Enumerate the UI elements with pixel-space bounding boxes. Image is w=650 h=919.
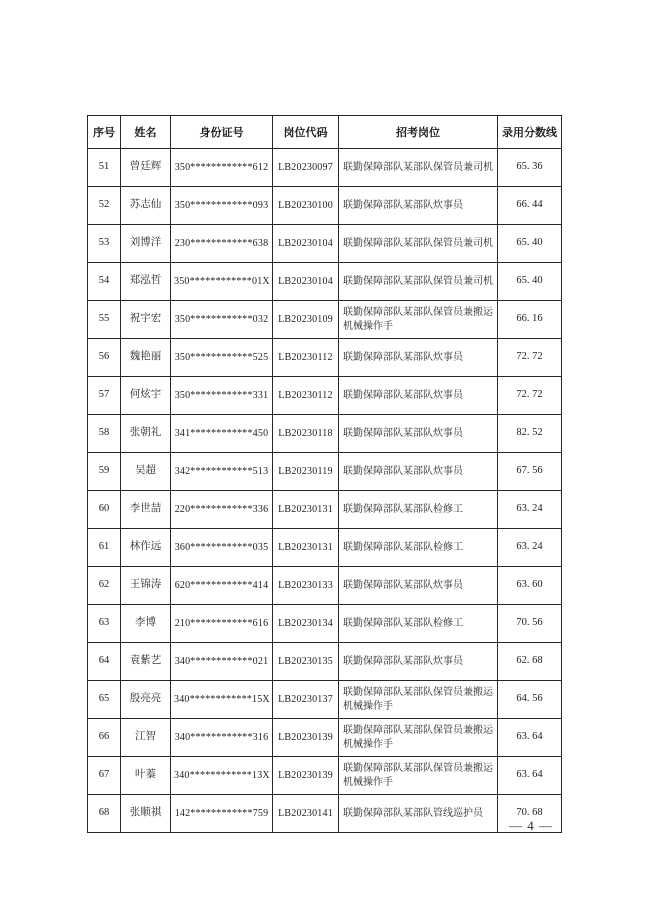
page-number: — 4 — (509, 818, 553, 833)
cell-serial-number: 65 (88, 681, 121, 719)
cell-admission-score: 65. 36 (498, 149, 562, 187)
table-row (88, 415, 562, 453)
cell-position-code: LB20230119 (273, 453, 339, 491)
score-table (87, 115, 562, 833)
cell-admission-score: 64. 56 (498, 681, 562, 719)
table-row (88, 301, 562, 339)
table-row (88, 643, 562, 681)
cell-serial-number: 59 (88, 453, 121, 491)
cell-position-code: LB20230137 (273, 681, 339, 719)
cell-name: 叶蓁 (121, 757, 171, 795)
cell-position-code: LB20230104 (273, 225, 339, 263)
cell-id-number: 350************093 (171, 187, 273, 225)
cell-id-number: 341************450 (171, 415, 273, 453)
cell-recruitment-position: 联勤保障部队某部队保管员兼搬运机械操作手 (339, 301, 498, 339)
cell-admission-score: 70. 56 (498, 605, 562, 643)
cell-serial-number: 56 (88, 339, 121, 377)
cell-position-code: LB20230131 (273, 491, 339, 529)
table-row (88, 491, 562, 529)
table-row (88, 529, 562, 567)
cell-admission-score: 70. 68 (498, 795, 562, 833)
cell-id-number: 350************01X (171, 263, 273, 301)
cell-serial-number: 68 (88, 795, 121, 833)
cell-serial-number: 62 (88, 567, 121, 605)
cell-position-code: LB20230104 (273, 263, 339, 301)
table-row (88, 339, 562, 377)
cell-admission-score: 66. 16 (498, 301, 562, 339)
table-header-row (88, 116, 562, 149)
cell-admission-score: 62. 68 (498, 643, 562, 681)
cell-admission-score: 65. 40 (498, 225, 562, 263)
cell-name: 李博 (121, 605, 171, 643)
cell-serial-number: 57 (88, 377, 121, 415)
cell-position-code: LB20230112 (273, 339, 339, 377)
cell-id-number: 220************336 (171, 491, 273, 529)
cell-name: 祝宇宏 (121, 301, 171, 339)
cell-recruitment-position: 联勤保障部队某部队炊事员 (339, 415, 498, 453)
cell-position-code: LB20230100 (273, 187, 339, 225)
cell-admission-score: 63. 24 (498, 529, 562, 567)
cell-name: 曾廷辉 (121, 149, 171, 187)
column-header-code: 岗位代码 (273, 116, 339, 149)
cell-position-code: LB20230097 (273, 149, 339, 187)
table-row (88, 263, 562, 301)
table-row (88, 757, 562, 795)
cell-recruitment-position: 联勤保障部队某部队保管员兼搬运机械操作手 (339, 757, 498, 795)
cell-admission-score: 82. 52 (498, 415, 562, 453)
cell-position-code: LB20230131 (273, 529, 339, 567)
cell-admission-score: 63. 60 (498, 567, 562, 605)
cell-id-number: 360************035 (171, 529, 273, 567)
cell-position-code: LB20230118 (273, 415, 339, 453)
cell-recruitment-position: 联勤保障部队某部队炊事员 (339, 377, 498, 415)
cell-admission-score: 65. 40 (498, 263, 562, 301)
table-row (88, 225, 562, 263)
table-body (88, 149, 562, 833)
cell-serial-number: 61 (88, 529, 121, 567)
cell-serial-number: 52 (88, 187, 121, 225)
cell-admission-score: 63. 64 (498, 757, 562, 795)
cell-position-code: LB20230133 (273, 567, 339, 605)
cell-serial-number: 58 (88, 415, 121, 453)
cell-admission-score: 66. 44 (498, 187, 562, 225)
cell-id-number: 342************513 (171, 453, 273, 491)
cell-position-code: LB20230139 (273, 719, 339, 757)
cell-name: 李世喆 (121, 491, 171, 529)
cell-id-number: 210************616 (171, 605, 273, 643)
table-row (88, 795, 562, 833)
cell-id-number: 340************021 (171, 643, 273, 681)
cell-id-number: 350************612 (171, 149, 273, 187)
cell-name: 刘博洋 (121, 225, 171, 263)
cell-name: 苏志仙 (121, 187, 171, 225)
cell-serial-number: 55 (88, 301, 121, 339)
cell-recruitment-position: 联勤保障部队某部队炊事员 (339, 643, 498, 681)
cell-name: 张朝礼 (121, 415, 171, 453)
table-row (88, 453, 562, 491)
cell-serial-number: 60 (88, 491, 121, 529)
column-header-id: 身份证号 (171, 116, 273, 149)
cell-name: 张顺祺 (121, 795, 171, 833)
cell-serial-number: 53 (88, 225, 121, 263)
cell-id-number: 350************032 (171, 301, 273, 339)
cell-name: 郑泓哲 (121, 263, 171, 301)
cell-recruitment-position: 联勤保障部队某部队炊事员 (339, 453, 498, 491)
cell-recruitment-position: 联勤保障部队某部队检修工 (339, 529, 498, 567)
cell-recruitment-position: 联勤保障部队某部队炊事员 (339, 567, 498, 605)
cell-serial-number: 67 (88, 757, 121, 795)
cell-serial-number: 64 (88, 643, 121, 681)
cell-id-number: 340************316 (171, 719, 273, 757)
cell-recruitment-position: 联勤保障部队某部队炊事员 (339, 187, 498, 225)
cell-id-number: 230************638 (171, 225, 273, 263)
cell-name: 江智 (121, 719, 171, 757)
cell-recruitment-position: 联勤保障部队某部队检修工 (339, 491, 498, 529)
table-row (88, 149, 562, 187)
cell-position-code: LB20230139 (273, 757, 339, 795)
table-row (88, 681, 562, 719)
cell-id-number: 142************759 (171, 795, 273, 833)
cell-admission-score: 72. 72 (498, 377, 562, 415)
column-header-score: 录用分数线 (498, 116, 562, 149)
cell-id-number: 350************525 (171, 339, 273, 377)
cell-id-number: 340************15X (171, 681, 273, 719)
cell-name: 林作远 (121, 529, 171, 567)
cell-recruitment-position: 联勤保障部队某部队检修工 (339, 605, 498, 643)
cell-name: 王锦涛 (121, 567, 171, 605)
cell-position-code: LB20230112 (273, 377, 339, 415)
cell-name: 殷亮亮 (121, 681, 171, 719)
cell-position-code: LB20230109 (273, 301, 339, 339)
cell-serial-number: 54 (88, 263, 121, 301)
column-header-position: 招考岗位 (339, 116, 498, 149)
cell-recruitment-position: 联勤保障部队某部队保管员兼司机 (339, 149, 498, 187)
cell-name: 吴超 (121, 453, 171, 491)
cell-recruitment-position: 联勤保障部队某部队炊事员 (339, 339, 498, 377)
table-row (88, 377, 562, 415)
cell-recruitment-position: 联勤保障部队某部队管线巡护员 (339, 795, 498, 833)
cell-name: 袁紫艺 (121, 643, 171, 681)
cell-serial-number: 66 (88, 719, 121, 757)
cell-serial-number: 51 (88, 149, 121, 187)
cell-recruitment-position: 联勤保障部队某部队保管员兼司机 (339, 263, 498, 301)
column-header-name: 姓名 (121, 116, 171, 149)
cell-recruitment-position: 联勤保障部队某部队保管员兼搬运机械操作手 (339, 681, 498, 719)
cell-position-code: LB20230141 (273, 795, 339, 833)
cell-admission-score: 63. 64 (498, 719, 562, 757)
cell-position-code: LB20230134 (273, 605, 339, 643)
table-row (88, 605, 562, 643)
column-header-no: 序号 (88, 116, 121, 149)
cell-name: 何炫宇 (121, 377, 171, 415)
cell-admission-score: 72. 72 (498, 339, 562, 377)
cell-position-code: LB20230135 (273, 643, 339, 681)
table-header (88, 116, 562, 149)
cell-serial-number: 63 (88, 605, 121, 643)
table-row (88, 567, 562, 605)
cell-id-number: 350************331 (171, 377, 273, 415)
cell-id-number: 340************13X (171, 757, 273, 795)
table-row (88, 187, 562, 225)
cell-recruitment-position: 联勤保障部队某部队保管员兼司机 (339, 225, 498, 263)
cell-admission-score: 67. 56 (498, 453, 562, 491)
cell-id-number: 620************414 (171, 567, 273, 605)
cell-recruitment-position: 联勤保障部队某部队保管员兼搬运机械操作手 (339, 719, 498, 757)
cell-name: 魏艳丽 (121, 339, 171, 377)
table-row (88, 719, 562, 757)
cell-admission-score: 63. 24 (498, 491, 562, 529)
